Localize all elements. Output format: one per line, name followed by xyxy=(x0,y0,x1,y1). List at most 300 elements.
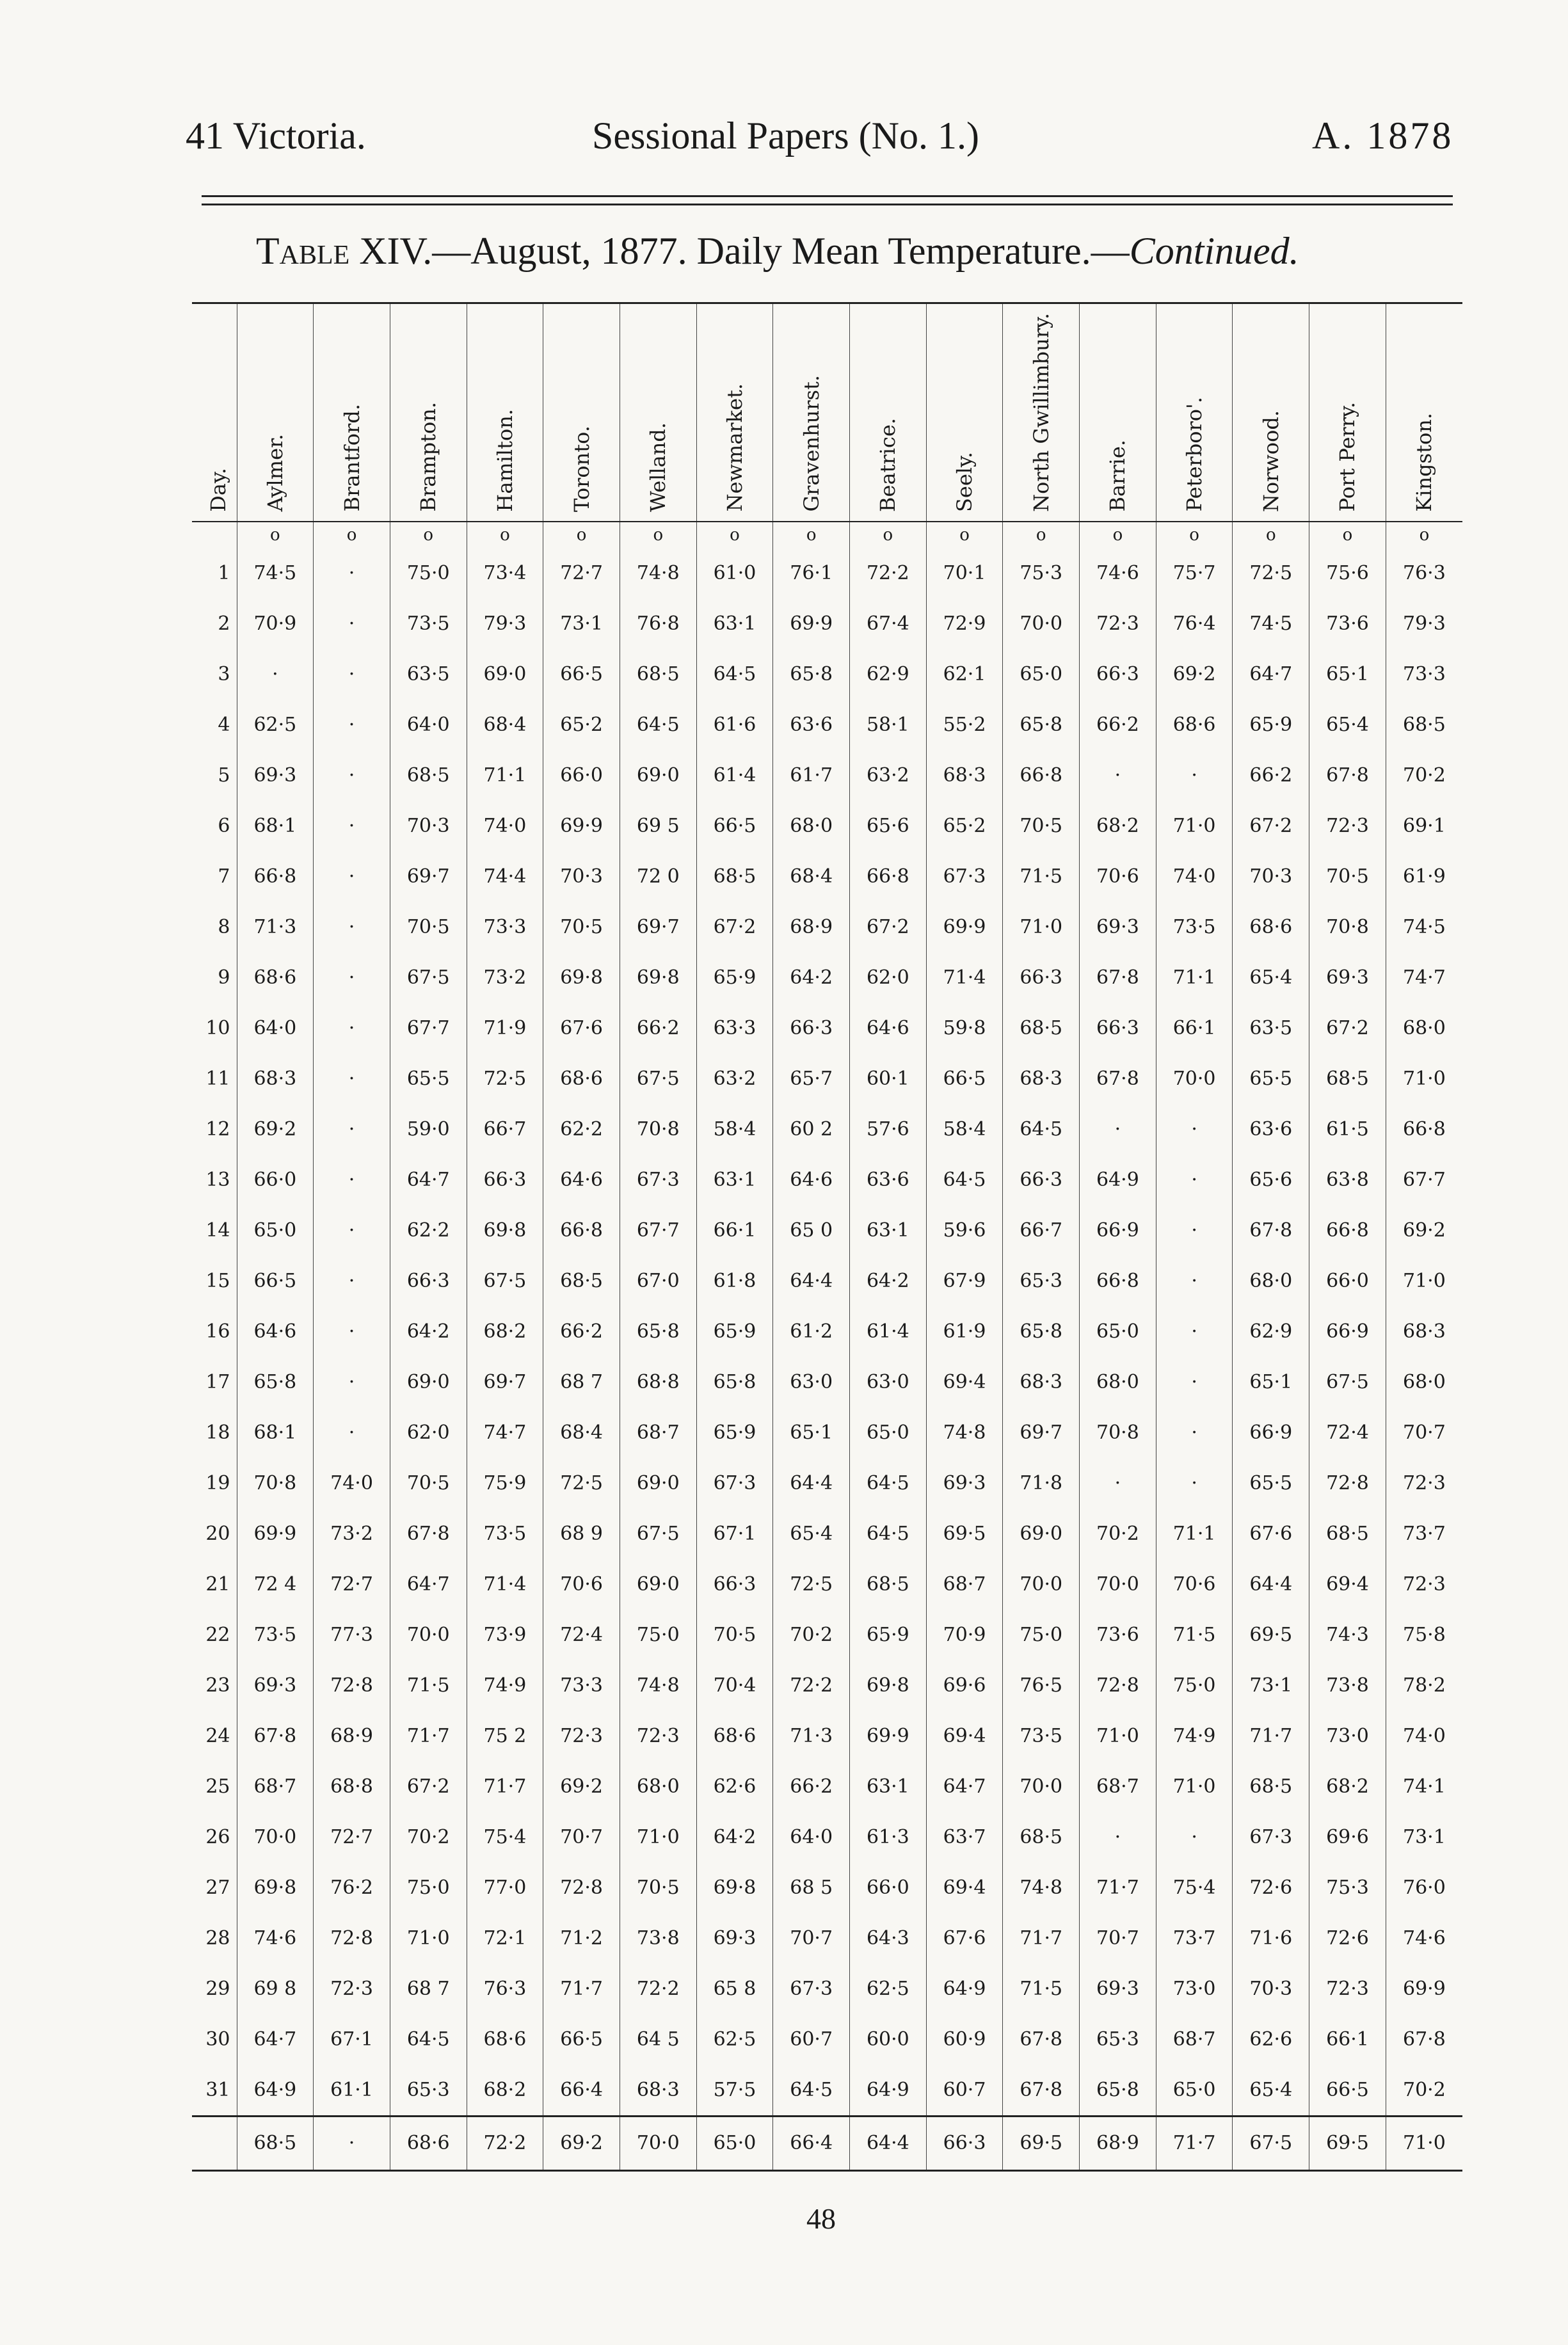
temperature-cell: 66·1 xyxy=(696,1205,773,1256)
temperature-cell: 69·6 xyxy=(926,1660,1003,1711)
temperature-cell: 75·0 xyxy=(390,1862,467,1913)
temperature-cell: 67·2 xyxy=(1233,801,1309,851)
degree-symbol: o xyxy=(467,522,543,548)
temperature-cell: 67·6 xyxy=(1233,1509,1309,1559)
temperature-cell: 69·3 xyxy=(1080,1964,1156,2014)
temperature-cell: 68·4 xyxy=(543,1407,620,1458)
temperature-cell: 66·3 xyxy=(1080,1003,1156,1053)
temperature-cell: 65·2 xyxy=(543,700,620,750)
temperature-cell: 63·0 xyxy=(850,1357,927,1407)
temperature-cell: · xyxy=(1156,1205,1233,1256)
temperature-cell: · xyxy=(1156,1458,1233,1509)
temperature-cell: 75·9 xyxy=(467,1458,543,1509)
day-cell: 11 xyxy=(205,1067,230,1090)
temperature-cell: 73·0 xyxy=(1309,1711,1386,1761)
temperature-cell: 67·7 xyxy=(1386,1155,1462,1205)
table-row xyxy=(192,1913,1462,1964)
temperature-cell: 72·5 xyxy=(467,1053,543,1104)
temperature-cell: 72·6 xyxy=(1309,1913,1386,1964)
temperature-cell: 65 0 xyxy=(773,1205,850,1256)
temperature-cell: 71·7 xyxy=(1003,1913,1080,1964)
temperature-cell: 71·7 xyxy=(390,1711,467,1761)
temperature-cell: 63·8 xyxy=(1309,1155,1386,1205)
temperature-cell: 62·9 xyxy=(1233,1306,1309,1357)
temperature-cell: 64·0 xyxy=(237,1003,314,1053)
temperature-cell: 71·6 xyxy=(1233,1913,1309,1964)
temperature-cell: 72·7 xyxy=(314,1812,390,1862)
temperature-cell: 69·7 xyxy=(467,1357,543,1407)
temperature-cell: 70·7 xyxy=(543,1812,620,1862)
temperature-cell: · xyxy=(314,1357,390,1407)
temperature-cell: 62·2 xyxy=(543,1104,620,1155)
temperature-cell: 71·8 xyxy=(1003,1458,1080,1509)
temperature-cell: 66·8 xyxy=(1003,750,1080,801)
mean-cell: 64·4 xyxy=(850,2116,927,2170)
temperature-cell: 73·4 xyxy=(467,548,543,598)
temperature-cell: 70·2 xyxy=(1386,2065,1462,2117)
table-row xyxy=(192,548,1462,598)
column-header-station xyxy=(850,303,927,522)
temperature-cell: 68·3 xyxy=(620,2065,696,2117)
temperature-cell: 72 4 xyxy=(237,1559,314,1610)
column-header-station xyxy=(390,303,467,522)
temperature-cell: 71·1 xyxy=(1156,952,1233,1003)
temperature-cell: 64·5 xyxy=(620,700,696,750)
table-row xyxy=(192,1407,1462,1458)
column-header-station xyxy=(237,303,314,522)
temperature-cell: 72·2 xyxy=(773,1660,850,1711)
table-row xyxy=(192,1964,1462,2014)
temperature-cell: 74·0 xyxy=(1386,1711,1462,1761)
temperature-cell: 71·5 xyxy=(1003,1964,1080,2014)
temperature-cell: 68·5 xyxy=(620,649,696,700)
temperature-cell: 63·2 xyxy=(696,1053,773,1104)
temperature-cell: 64·5 xyxy=(926,1155,1003,1205)
temperature-cell: 68·6 xyxy=(696,1711,773,1761)
temperature-cell: 65·8 xyxy=(1080,2065,1156,2117)
temperature-cell: 65·1 xyxy=(1233,1357,1309,1407)
temperature-cell: 73·6 xyxy=(1080,1610,1156,1660)
mean-cell: 69·5 xyxy=(1003,2116,1080,2170)
page-number: 48 xyxy=(806,2202,836,2235)
temperature-cell: 66·3 xyxy=(1003,1155,1080,1205)
temperature-cell: 67·5 xyxy=(1309,1357,1386,1407)
temperature-cell: 61·4 xyxy=(696,750,773,801)
day-cell: 9 xyxy=(218,966,230,989)
temperature-cell: 65·3 xyxy=(1003,1256,1080,1306)
temperature-cell: 70·7 xyxy=(1080,1913,1156,1964)
temperature-cell: 66·3 xyxy=(1080,649,1156,700)
temperature-cell: · xyxy=(314,1104,390,1155)
temperature-cell: 72·5 xyxy=(1233,548,1309,598)
degree-symbol: o xyxy=(314,522,390,548)
temperature-cell: 58·1 xyxy=(850,700,927,750)
temperature-cell: · xyxy=(237,649,314,700)
table-row xyxy=(192,700,1462,750)
mean-cell: 66·3 xyxy=(926,2116,1003,2170)
temperature-cell: 72·8 xyxy=(314,1660,390,1711)
day-cell: 5 xyxy=(218,764,230,787)
temperature-cell: 64·5 xyxy=(1003,1104,1080,1155)
temperature-cell: 69·9 xyxy=(1386,1964,1462,2014)
temperature-cell: 69 8 xyxy=(237,1964,314,2014)
temperature-cell: 74·7 xyxy=(467,1407,543,1458)
temperature-cell: 65·3 xyxy=(1080,2014,1156,2065)
temperature-cell: 69·7 xyxy=(390,851,467,902)
temperature-cell: 66·5 xyxy=(543,2014,620,2065)
temperature-cell: 59·8 xyxy=(926,1003,1003,1053)
temperature-cell: 71·1 xyxy=(467,750,543,801)
temperature-cell: 74·8 xyxy=(926,1407,1003,1458)
column-header-station xyxy=(314,303,390,522)
table-row xyxy=(192,902,1462,952)
temperature-cell: 75·3 xyxy=(1003,548,1080,598)
temperature-cell: 68·5 xyxy=(1003,1812,1080,1862)
mean-cell: 70·0 xyxy=(620,2116,696,2170)
temperature-cell: 67·8 xyxy=(1309,750,1386,801)
temperature-cell: 72·6 xyxy=(1233,1862,1309,1913)
temperature-cell: · xyxy=(314,700,390,750)
temperature-cell: 69·6 xyxy=(1309,1812,1386,1862)
temperature-cell: 75·7 xyxy=(1156,548,1233,598)
mean-cell: 71·7 xyxy=(1156,2116,1233,2170)
table-row xyxy=(192,1205,1462,1256)
table-row xyxy=(192,1559,1462,1610)
temperature-cell: 64·5 xyxy=(696,649,773,700)
temperature-cell: 66·8 xyxy=(1386,1104,1462,1155)
day-cell: 13 xyxy=(205,1168,230,1191)
temperature-cell: 76·8 xyxy=(620,598,696,649)
temperature-cell: · xyxy=(1156,1407,1233,1458)
temperature-cell: 65·6 xyxy=(1233,1155,1309,1205)
temperature-cell: 66·0 xyxy=(237,1155,314,1205)
temperature-cell: 67·8 xyxy=(1003,2065,1080,2117)
temperature-cell: 61·7 xyxy=(773,750,850,801)
temperature-cell: 65·0 xyxy=(1003,649,1080,700)
temperature-cell: 62·6 xyxy=(1233,2014,1309,2065)
degree-symbol: o xyxy=(773,522,850,548)
temperature-cell: 60·9 xyxy=(926,2014,1003,2065)
day-cell: 17 xyxy=(205,1370,230,1393)
table-row xyxy=(192,952,1462,1003)
temperature-cell: 70·0 xyxy=(1003,598,1080,649)
temperature-cell: 74·9 xyxy=(467,1660,543,1711)
temperature-cell: 67·4 xyxy=(850,598,927,649)
temperature-cell: 69·3 xyxy=(1080,902,1156,952)
temperature-cell: 68·6 xyxy=(467,2014,543,2065)
temperature-cell: 69·3 xyxy=(696,1913,773,1964)
temperature-cell: 72·9 xyxy=(926,598,1003,649)
temperature-cell: 64·2 xyxy=(390,1306,467,1357)
temperature-cell: 70·8 xyxy=(1309,902,1386,952)
temperature-cell: 69·3 xyxy=(926,1458,1003,1509)
temperature-cell: 66·8 xyxy=(850,851,927,902)
temperature-cell: 67·7 xyxy=(620,1205,696,1256)
temperature-cell: 68·6 xyxy=(237,952,314,1003)
temperature-cell: 66·7 xyxy=(1003,1205,1080,1256)
temperature-cell: 58·4 xyxy=(926,1104,1003,1155)
table-row xyxy=(192,1104,1462,1155)
temperature-cell: 72·5 xyxy=(543,1458,620,1509)
temperature-cell: 62·2 xyxy=(390,1205,467,1256)
column-header-label: Brantford. xyxy=(339,404,364,512)
temperature-cell: 72·3 xyxy=(1386,1559,1462,1610)
temperature-cell: 76·2 xyxy=(314,1862,390,1913)
temperature-cell: 75·3 xyxy=(1309,1862,1386,1913)
temperature-cell: 71·5 xyxy=(1156,1610,1233,1660)
degree-symbol: o xyxy=(1233,522,1309,548)
temperature-cell: 66·9 xyxy=(1309,1306,1386,1357)
day-cell: 3 xyxy=(218,662,230,685)
temperature-cell: 70·2 xyxy=(1080,1509,1156,1559)
table-row xyxy=(192,1357,1462,1407)
temperature-cell: 64·5 xyxy=(850,1458,927,1509)
temperature-table xyxy=(192,302,1462,2172)
temperature-cell: 70·6 xyxy=(1080,851,1156,902)
temperature-cell: 74·0 xyxy=(1156,851,1233,902)
temperature-cell: 73·2 xyxy=(314,1509,390,1559)
table-row xyxy=(192,2014,1462,2065)
table-continued: Continued. xyxy=(1129,230,1299,272)
temperature-cell: 76·0 xyxy=(1386,1862,1462,1913)
column-header-label: Brampton. xyxy=(416,402,441,512)
temperature-cell: · xyxy=(314,1306,390,1357)
temperature-cell: 58·4 xyxy=(696,1104,773,1155)
temperature-cell: 78·2 xyxy=(1386,1660,1462,1711)
temperature-cell: 75·0 xyxy=(620,1610,696,1660)
temperature-cell: 63·3 xyxy=(696,1003,773,1053)
temperature-cell: 76·3 xyxy=(1386,548,1462,598)
temperature-cell: 61·1 xyxy=(314,2065,390,2117)
temperature-cell: 63·1 xyxy=(850,1205,927,1256)
temperature-cell: 73·5 xyxy=(1156,902,1233,952)
temperature-cell: 61·3 xyxy=(850,1812,927,1862)
table-row xyxy=(192,649,1462,700)
temperature-cell: 60·1 xyxy=(850,1053,927,1104)
temperature-cell: 70·7 xyxy=(773,1913,850,1964)
day-cell: 1 xyxy=(218,561,230,584)
table-row xyxy=(192,750,1462,801)
temperature-cell: 68·2 xyxy=(467,1306,543,1357)
temperature-cell: 75 2 xyxy=(467,1711,543,1761)
temperature-cell: 65·6 xyxy=(850,801,927,851)
column-header-station xyxy=(620,303,696,522)
temperature-cell: 70·5 xyxy=(1003,801,1080,851)
temperature-cell: 70·6 xyxy=(1156,1559,1233,1610)
temperature-cell: 76·3 xyxy=(467,1964,543,2014)
temperature-cell: 79·3 xyxy=(1386,598,1462,649)
temperature-cell: 64·6 xyxy=(773,1155,850,1205)
temperature-cell: 64·9 xyxy=(1080,1155,1156,1205)
temperature-cell: 62·5 xyxy=(696,2014,773,2065)
temperature-cell: 75·8 xyxy=(1386,1610,1462,1660)
temperature-cell: 68·0 xyxy=(620,1761,696,1812)
temperature-cell: 67·6 xyxy=(926,1913,1003,1964)
temperature-cell: 72·4 xyxy=(1309,1407,1386,1458)
temperature-cell: 74·0 xyxy=(314,1458,390,1509)
temperature-cell: · xyxy=(314,598,390,649)
table-row xyxy=(192,1812,1462,1862)
temperature-cell: 65·9 xyxy=(696,1407,773,1458)
column-header-label: Day. xyxy=(205,468,230,512)
temperature-cell: 64·9 xyxy=(850,2065,927,2117)
temperature-cell: 67·6 xyxy=(543,1003,620,1053)
temperature-cell: 67·3 xyxy=(926,851,1003,902)
temperature-cell: 68 5 xyxy=(773,1862,850,1913)
temperature-cell: 68·6 xyxy=(1233,902,1309,952)
degree-symbol: o xyxy=(1156,522,1233,548)
temperature-cell: 66·8 xyxy=(237,851,314,902)
temperature-cell: 67·5 xyxy=(390,952,467,1003)
mean-cell: 68·6 xyxy=(390,2116,467,2170)
temperature-cell: 67·1 xyxy=(696,1509,773,1559)
temperature-cell: 64·6 xyxy=(543,1155,620,1205)
temperature-cell: · xyxy=(314,1407,390,1458)
temperature-cell: 74·3 xyxy=(1309,1610,1386,1660)
temperature-cell: 65·1 xyxy=(773,1407,850,1458)
temperature-cell: 70·0 xyxy=(1003,1761,1080,1812)
temperature-cell: 65·5 xyxy=(1233,1458,1309,1509)
temperature-cell: 67·8 xyxy=(237,1711,314,1761)
temperature-cell: 75·4 xyxy=(1156,1862,1233,1913)
day-cell: 18 xyxy=(205,1421,230,1444)
temperature-cell: 63·6 xyxy=(773,700,850,750)
temperature-cell: 70·2 xyxy=(1386,750,1462,801)
temperature-cell: 67·8 xyxy=(1386,2014,1462,2065)
temperature-cell: 57·5 xyxy=(696,2065,773,2117)
temperature-cell: 71·4 xyxy=(926,952,1003,1003)
temperature-cell: 71·5 xyxy=(1003,851,1080,902)
temperature-cell: 73·6 xyxy=(1309,598,1386,649)
table-row xyxy=(192,1660,1462,1711)
table-row xyxy=(192,801,1462,851)
temperature-cell: · xyxy=(1080,1458,1156,1509)
temperature-cell: 68·0 xyxy=(773,801,850,851)
temperature-cell: 67·5 xyxy=(467,1256,543,1306)
temperature-cell: 70·0 xyxy=(390,1610,467,1660)
degree-symbol: o xyxy=(926,522,1003,548)
temperature-cell: 72·7 xyxy=(543,548,620,598)
temperature-cell: 68·0 xyxy=(1080,1357,1156,1407)
temperature-cell: 72·3 xyxy=(1309,1964,1386,2014)
temperature-cell: 75·4 xyxy=(467,1812,543,1862)
temperature-cell: 66·1 xyxy=(1156,1003,1233,1053)
temperature-cell: · xyxy=(314,851,390,902)
temperature-cell: 66·2 xyxy=(1233,750,1309,801)
temperature-cell: 61·8 xyxy=(696,1256,773,1306)
temperature-cell: 70·9 xyxy=(926,1610,1003,1660)
temperature-cell: 68·2 xyxy=(1080,801,1156,851)
temperature-cell: 67·2 xyxy=(390,1761,467,1812)
day-cell: 28 xyxy=(205,1926,230,1949)
temperature-cell: 66·2 xyxy=(543,1306,620,1357)
temperature-cell: 72·1 xyxy=(467,1913,543,1964)
temperature-cell: 65·5 xyxy=(390,1053,467,1104)
temperature-cell: 72·3 xyxy=(620,1711,696,1761)
temperature-cell: 73·8 xyxy=(620,1913,696,1964)
monthly-mean-row xyxy=(192,2116,1462,2170)
table-row xyxy=(192,1306,1462,1357)
temperature-cell: 68 9 xyxy=(543,1509,620,1559)
temperature-cell: · xyxy=(1156,750,1233,801)
temperature-cell: 72·8 xyxy=(314,1913,390,1964)
temperature-cell: 59·0 xyxy=(390,1104,467,1155)
temperature-cell: 70·9 xyxy=(237,598,314,649)
temperature-cell: 71·0 xyxy=(390,1913,467,1964)
temperature-cell: 64·4 xyxy=(773,1256,850,1306)
column-header-label: Norwood. xyxy=(1258,410,1283,512)
temperature-cell: 64·6 xyxy=(850,1003,927,1053)
temperature-cell: · xyxy=(314,1053,390,1104)
table-row xyxy=(192,1256,1462,1306)
temperature-cell: 67·8 xyxy=(1003,2014,1080,2065)
table-title xyxy=(256,229,1299,273)
day-cell: 14 xyxy=(205,1219,230,1242)
day-cell: 26 xyxy=(205,1825,230,1848)
temperature-cell: 66·1 xyxy=(1309,2014,1386,2065)
temperature-cell: 65·0 xyxy=(237,1205,314,1256)
temperature-cell: · xyxy=(314,952,390,1003)
degree-symbol: o xyxy=(543,522,620,548)
temperature-cell: 63·5 xyxy=(1233,1003,1309,1053)
temperature-cell: 64·7 xyxy=(390,1155,467,1205)
temperature-cell: 72·4 xyxy=(543,1610,620,1660)
temperature-cell: 73·1 xyxy=(543,598,620,649)
degree-symbol: o xyxy=(620,522,696,548)
temperature-cell: 67·1 xyxy=(314,2014,390,2065)
degree-symbol: o xyxy=(390,522,467,548)
temperature-cell: 67·3 xyxy=(773,1964,850,2014)
temperature-cell: 68·9 xyxy=(773,902,850,952)
temperature-cell: 67·8 xyxy=(1080,952,1156,1003)
temperature-cell: 69·9 xyxy=(543,801,620,851)
temperature-cell: 68·0 xyxy=(1386,1357,1462,1407)
table-row xyxy=(192,1003,1462,1053)
temperature-cell: 65·9 xyxy=(696,1306,773,1357)
temperature-cell: 69·4 xyxy=(926,1711,1003,1761)
temperature-cell: 73·5 xyxy=(390,598,467,649)
temperature-cell: 69·8 xyxy=(696,1862,773,1913)
temperature-cell: 64·5 xyxy=(850,1509,927,1559)
temperature-cell: 73·3 xyxy=(1386,649,1462,700)
temperature-cell: 66·3 xyxy=(773,1003,850,1053)
temperature-cell: 76·5 xyxy=(1003,1660,1080,1711)
temperature-cell: 70·2 xyxy=(390,1812,467,1862)
column-header-station xyxy=(1386,303,1462,522)
column-header-station xyxy=(467,303,543,522)
mean-cell: 68·9 xyxy=(1080,2116,1156,2170)
temperature-cell: · xyxy=(314,649,390,700)
temperature-cell: 77·3 xyxy=(314,1610,390,1660)
column-header-station xyxy=(926,303,1003,522)
day-cell: 27 xyxy=(205,1876,230,1899)
mean-cell: · xyxy=(314,2116,390,2170)
temperature-cell: 71·3 xyxy=(237,902,314,952)
header-volume: 41 Victoria. xyxy=(186,115,366,157)
temperature-cell: 63·1 xyxy=(696,1155,773,1205)
temperature-cell: 68·7 xyxy=(620,1407,696,1458)
day-cell: 8 xyxy=(218,915,230,938)
temperature-cell: 71·9 xyxy=(467,1003,543,1053)
column-header-station xyxy=(543,303,620,522)
temperature-cell: 64·7 xyxy=(390,1559,467,1610)
temperature-cell: 63·5 xyxy=(390,649,467,700)
degree-symbol: o xyxy=(1386,522,1462,548)
temperature-cell: 62·6 xyxy=(696,1761,773,1812)
temperature-cell: 69·2 xyxy=(237,1104,314,1155)
temperature-cell: 64·5 xyxy=(390,2014,467,2065)
table-row xyxy=(192,1711,1462,1761)
